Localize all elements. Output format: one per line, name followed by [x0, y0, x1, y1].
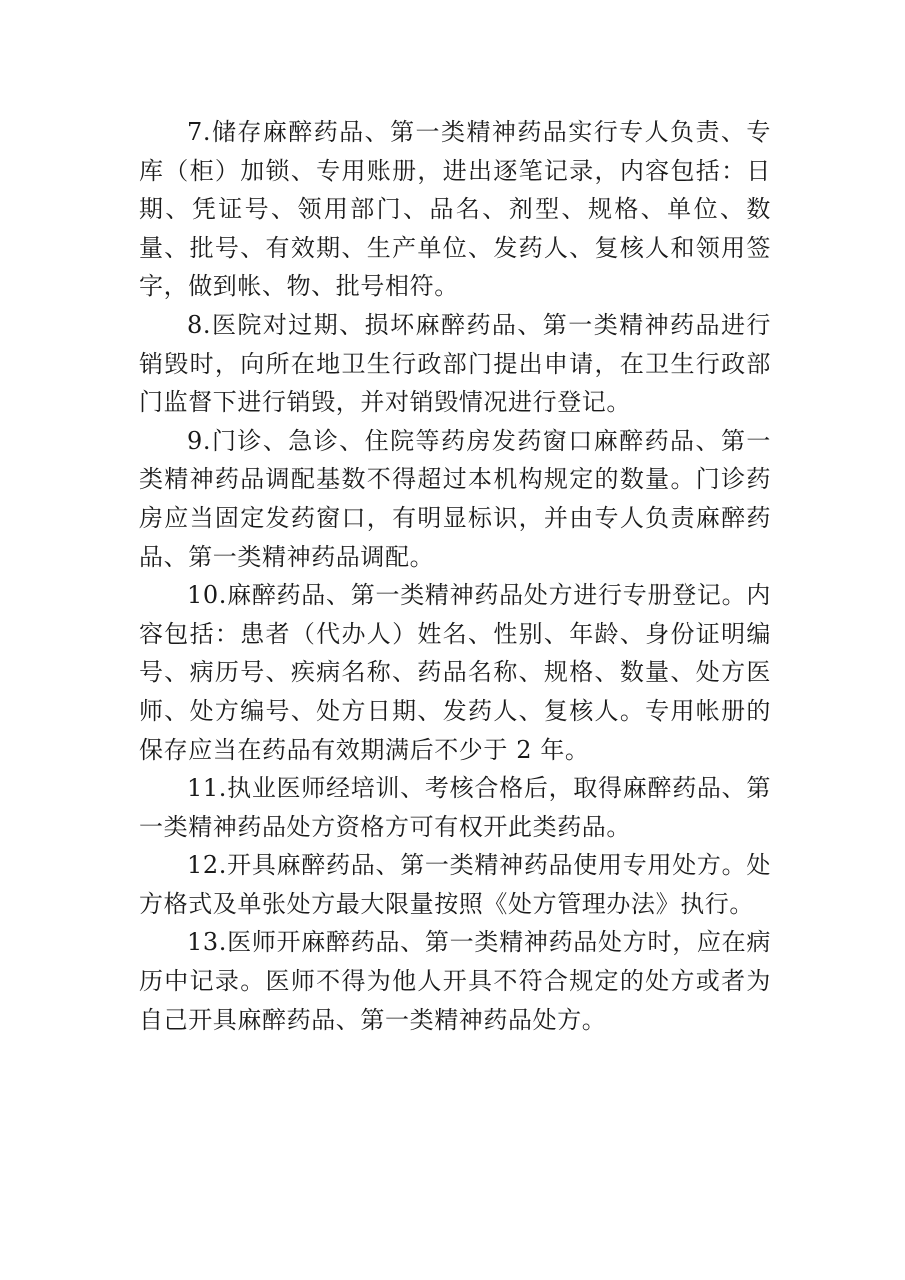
paragraph-item-7: 7.储存麻醉药品、第一类精神药品实行专人负责、专库（柜）加锁、专用账册，进出逐笔记录，内容包括：日期、凭证号、领用部门、品名、剂型、规格、单位、数量、批号、有效期、生产单位、发药人、复核人和领用签字，做到帐、物、批号相符。	[139, 118, 771, 301]
paragraph-item-13: 13.医师开麻醉药品、第一类精神药品处方时，应在病历中记录。医师不得为他人开具不符合规定的处方或者为自己开具麻醉药品、第一类精神药品处方。	[139, 928, 771, 1034]
paragraph-item-9: 9.门诊、急诊、住院等药房发药窗口麻醉药品、第一类精神药品调配基数不得超过本机构规定的数量。门诊药房应当固定发药窗口，有明显标识，并由专人负责麻醉药品、第一类精神药品调配。	[139, 426, 771, 571]
paragraph-item-11: 11.执业医师经培训、考核合格后，取得麻醉药品、第一类精神药品处方资格方可有权开此类药品。	[139, 774, 771, 841]
paragraph-item-8: 8.医院对过期、损坏麻醉药品、第一类精神药品进行销毁时，向所在地卫生行政部门提出申请，在卫生行政部门监督下进行销毁，并对销毁情况进行登记。	[139, 310, 771, 417]
paragraph-item-10: 10.麻醉药品、第一类精神药品处方进行专册登记。内容包括：患者（代办人）姓名、性别、年龄、身份证明编号、病历号、疾病名称、药品名称、规格、数量、处方医师、处方编号、处方日期、发药人、复核人。专用帐册的保存应当在药品有效期满后不少于 2 年。	[139, 581, 771, 764]
document-body	[139, 113, 771, 1039]
paragraph-item-12: 12.开具麻醉药品、第一类精神药品使用专用处方。处方格式及单张处方最大限量按照《处方管理办法》执行。	[139, 851, 771, 918]
